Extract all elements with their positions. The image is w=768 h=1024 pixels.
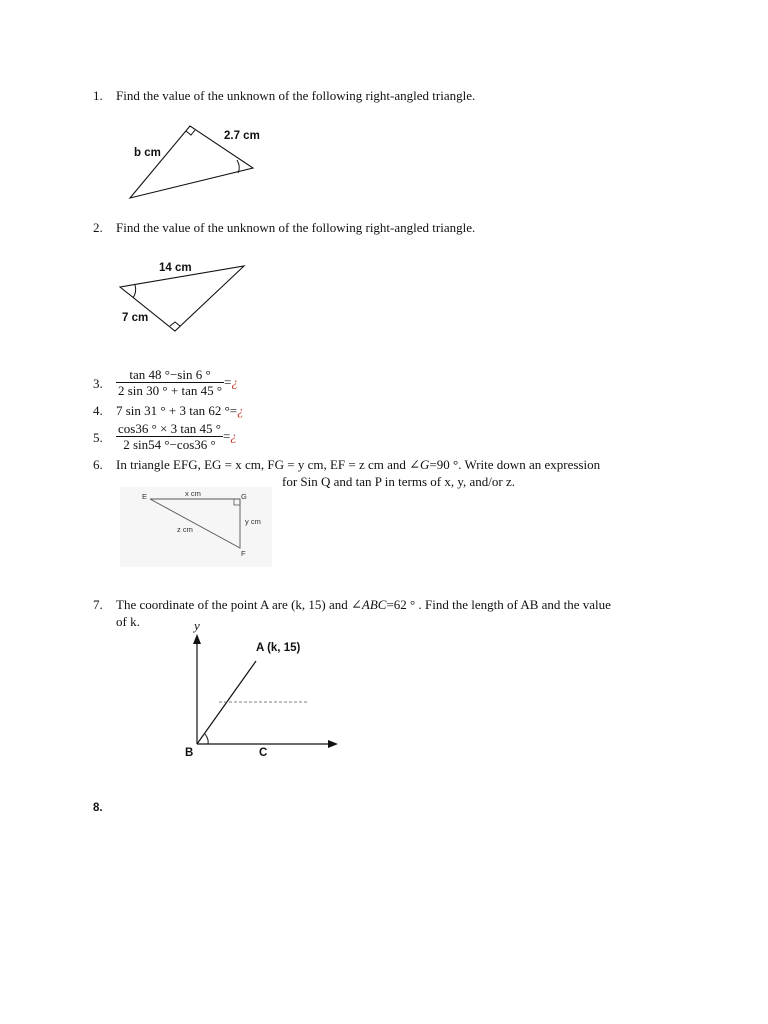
q6-label-g: G — [241, 492, 247, 501]
q7-label-a: A (k, 15) — [256, 642, 301, 654]
q2-label-side-b: 7 cm — [122, 312, 149, 324]
q1-number: 1. — [93, 88, 103, 103]
q5-equals: = — [222, 428, 231, 444]
q5-denominator: 2 sin54 °−cos36 ° — [123, 437, 216, 452]
q6-label-e: E — [142, 492, 148, 501]
q1-label-side-a: 2.7 cm — [224, 130, 260, 142]
q6-label-f: F — [241, 549, 246, 558]
q5-numerator: cos36 ° × 3 tan 45 ° — [118, 421, 221, 436]
q3-numerator: tan 48 °−sin 6 ° — [116, 367, 224, 383]
q7-angle-abc: ABC — [361, 597, 387, 612]
q6-line2: for Sin Q and tan P in terms of x, y, and/or z. — [282, 474, 515, 489]
q1-label-side-b: b cm — [134, 147, 161, 159]
q2-number: 2. — [93, 220, 103, 235]
q4-result: ¿ — [237, 403, 244, 418]
q7-line1-b: =62 ° . Find the length of AB and the value — [386, 597, 611, 612]
q6-label-y: y cm — [245, 517, 261, 526]
q7-line1-a: The coordinate of the point A are (k, 15) and ∠ — [116, 597, 362, 612]
q6-label-z: z cm — [177, 525, 193, 534]
q6-line1-b: =90 °. Write down an expression — [429, 457, 601, 472]
q6-angle-g: G — [420, 457, 430, 472]
q7-label-y-axis: y — [194, 618, 200, 633]
q1-text: Find the value of the unknown of the following right-angled triangle. — [116, 88, 476, 103]
q7-label-c: C — [259, 747, 268, 759]
q6-label-x: x cm — [185, 489, 201, 498]
q7-number: 7. — [93, 597, 103, 612]
q3-denominator: 2 sin 30 ° + tan 45 ° — [118, 383, 223, 398]
q5-result: ¿ — [230, 428, 237, 444]
q2-text: Find the value of the unknown of the following right-angled triangle. — [116, 220, 476, 235]
q6-number: 6. — [93, 457, 103, 472]
q4-number: 4. — [93, 403, 103, 418]
q4-expr: 7 sin 31 ° + 3 tan 62 °= — [116, 403, 238, 418]
q2-label-side-a: 14 cm — [159, 262, 192, 274]
q8-number: 8. — [93, 802, 103, 814]
q3-equals: = — [224, 374, 232, 390]
q5-number: 5. — [93, 430, 103, 445]
q6-line1-a: In triangle EFG, EG = x cm, FG = y cm, EF = z cm and ∠ — [116, 457, 421, 472]
q3-number: 3. — [93, 376, 103, 391]
q3-result: ¿ — [231, 374, 238, 390]
q7-line2: of k. — [116, 614, 140, 629]
q7-label-b: B — [185, 747, 194, 759]
